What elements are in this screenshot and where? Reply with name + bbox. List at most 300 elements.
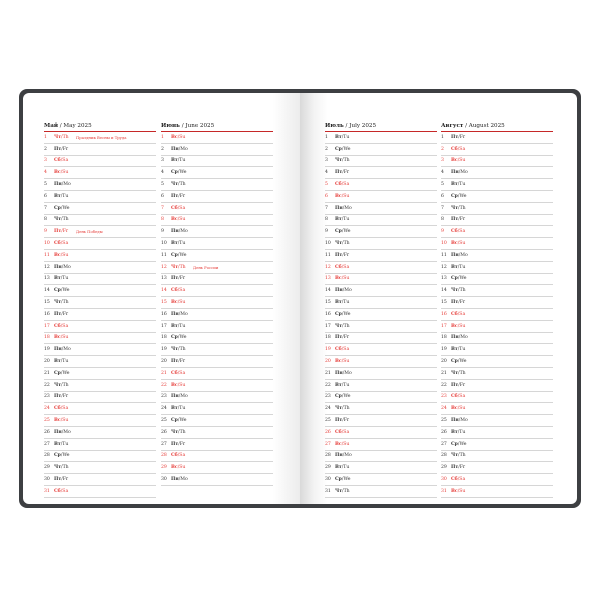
planner-cover — [19, 89, 581, 508]
day-number: 1 — [441, 134, 444, 140]
month-header: Июль / July 2025 — [325, 121, 437, 132]
weekday: Пт/Fr — [451, 300, 466, 306]
day-row — [325, 403, 437, 415]
weekday: Вс/Su — [335, 276, 350, 282]
weekday-en: We — [459, 441, 467, 447]
day-number: 27 — [441, 441, 447, 447]
day-row — [325, 191, 437, 203]
day-row — [44, 427, 156, 439]
weekday-ru: Вт — [335, 217, 342, 223]
weekday-ru: Сб — [171, 205, 178, 211]
weekday-ru: Ср — [54, 453, 61, 459]
day-number: 16 — [441, 311, 447, 317]
day-number: 10 — [161, 241, 167, 247]
day-row — [161, 203, 273, 215]
weekday-ru: Вс — [451, 406, 458, 412]
day-row — [441, 274, 553, 286]
day-number: 14 — [325, 288, 331, 294]
weekday: Вс/Su — [335, 359, 350, 365]
weekday-en: Fr — [179, 276, 186, 282]
month-july — [325, 121, 437, 498]
weekday-ru: Сб — [451, 394, 458, 400]
day-number: 25 — [441, 418, 447, 424]
day-number: 29 — [441, 465, 447, 471]
day-row — [325, 203, 437, 215]
day-number: 31 — [325, 488, 331, 494]
day-row — [44, 333, 156, 345]
weekday-en: Su — [343, 193, 350, 199]
weekday: Вс/Su — [451, 323, 466, 329]
weekday: Сб/Sa — [54, 241, 69, 247]
weekday: Пн/Mo — [171, 394, 188, 400]
weekday-ru: Вт — [451, 429, 458, 435]
day-number: 3 — [44, 158, 47, 164]
day-number: 8 — [325, 217, 328, 223]
weekday-en: Su — [62, 418, 69, 424]
day-number: 6 — [441, 193, 444, 199]
day-number: 8 — [441, 217, 444, 223]
day-row — [441, 179, 553, 191]
day-number: 7 — [441, 205, 444, 211]
holiday-note: День Победы — [76, 229, 103, 235]
weekday-ru: Вс — [451, 488, 458, 494]
weekday: Пт/Fr — [54, 477, 69, 482]
day-number: 27 — [161, 441, 167, 447]
day-row — [441, 144, 553, 156]
weekday: Сб/Sa — [451, 146, 466, 152]
day-number: 15 — [441, 300, 447, 306]
weekday-en: Sa — [343, 264, 350, 270]
day-number: 3 — [325, 158, 328, 164]
weekday: Пт/Fr — [335, 170, 350, 176]
day-number: 11 — [161, 252, 167, 258]
weekday-ru: Пт — [451, 465, 459, 471]
weekday-en: Tu — [343, 134, 350, 140]
weekday-ru: Чт — [451, 370, 459, 376]
weekday-en: Mo — [460, 170, 468, 176]
weekday-en: Su — [459, 488, 466, 494]
weekday-en: Su — [179, 300, 186, 306]
weekday: Вт/Tu — [451, 182, 466, 188]
weekday-en: Tu — [459, 182, 466, 188]
day-row — [161, 380, 273, 392]
day-row — [44, 486, 156, 498]
weekday-ru: Пн — [54, 182, 62, 188]
weekday-en: Tu — [459, 264, 466, 270]
day-row — [161, 215, 273, 227]
weekday-ru: Пт — [451, 382, 459, 388]
weekday: Пн/Mo — [451, 252, 468, 258]
weekday-ru: Сб — [335, 264, 342, 270]
weekday: Пт/Fr — [54, 146, 69, 152]
weekday-en: Th — [62, 134, 69, 140]
weekday: Вс/Su — [451, 488, 466, 494]
day-row — [441, 262, 553, 274]
weekday-en: Th — [343, 323, 350, 329]
day-number: 8 — [161, 217, 164, 223]
weekday-en: We — [179, 252, 187, 258]
weekday: Ср/We — [451, 193, 467, 199]
day-number: 12 — [325, 264, 331, 270]
day-number: 24 — [325, 406, 331, 412]
day-number: 23 — [325, 394, 331, 400]
weekday-en: Th — [179, 429, 186, 435]
weekday-en: We — [459, 359, 467, 365]
weekday-ru: Пт — [54, 477, 62, 482]
weekday-en: Th — [343, 488, 350, 494]
weekday-ru: Пт — [54, 146, 62, 152]
weekday-en: Th — [343, 406, 350, 412]
month-name-ru: Июль — [325, 123, 344, 129]
month-name-en: May 2025 — [63, 123, 92, 129]
day-row — [44, 250, 156, 262]
weekday-en: Th — [179, 264, 186, 270]
day-row — [441, 191, 553, 203]
weekday: Вс/Su — [451, 406, 466, 412]
weekday-ru: Ср — [451, 441, 458, 447]
weekday-ru: Ср — [451, 359, 458, 365]
weekday: Вт/Tu — [335, 300, 350, 306]
weekday-ru: Чт — [171, 347, 179, 353]
day-row — [325, 415, 437, 427]
day-number: 4 — [161, 170, 164, 176]
day-list — [161, 132, 273, 486]
day-row — [325, 439, 437, 451]
weekday: Пн/Mo — [335, 453, 352, 459]
weekday: Вт/Tu — [335, 134, 350, 140]
day-number: 28 — [441, 453, 447, 459]
weekday: Пн/Mo — [54, 182, 71, 188]
weekday: Пт/Fr — [335, 252, 350, 258]
day-number: 7 — [161, 205, 164, 211]
day-row — [441, 203, 553, 215]
day-number: 26 — [325, 429, 331, 435]
day-number: 15 — [325, 300, 331, 306]
day-number: 27 — [44, 441, 50, 447]
weekday-ru: Чт — [54, 382, 62, 388]
day-row — [161, 356, 273, 368]
weekday: Пт/Fr — [54, 229, 69, 235]
weekday: Пн/Mo — [171, 229, 188, 235]
weekday: Вт/Tu — [171, 158, 186, 164]
weekday-en: Tu — [343, 300, 350, 306]
day-row — [161, 474, 273, 486]
day-number: 24 — [161, 406, 167, 412]
day-row — [441, 392, 553, 404]
weekday-en: Fr — [459, 465, 466, 471]
weekday-en: Th — [179, 182, 186, 188]
weekday-en: Th — [343, 241, 350, 247]
day-row — [441, 238, 553, 250]
weekday: Пн/Mo — [335, 370, 352, 376]
day-row — [161, 309, 273, 321]
day-row — [161, 179, 273, 191]
day-number: 6 — [325, 193, 328, 199]
day-row — [44, 167, 156, 179]
weekday-ru: Чт — [451, 205, 459, 211]
weekday: Пт/Fr — [451, 382, 466, 388]
weekday: Сб/Sa — [335, 429, 350, 435]
weekday: Пн/Mo — [54, 347, 71, 353]
day-number: 26 — [161, 429, 167, 435]
weekday-ru: Вс — [335, 276, 342, 282]
day-number: 18 — [44, 335, 50, 341]
day-number: 9 — [161, 229, 164, 235]
weekday-en: We — [343, 311, 351, 317]
day-number: 20 — [441, 359, 447, 365]
day-number: 30 — [441, 477, 447, 482]
weekday: Вт/Tu — [54, 276, 69, 282]
left-page — [23, 93, 300, 504]
day-number: 29 — [44, 465, 50, 471]
weekday-ru: Ср — [451, 276, 458, 282]
day-row — [441, 462, 553, 474]
day-row — [325, 179, 437, 191]
day-number: 31 — [44, 488, 50, 494]
weekday-en: Su — [459, 241, 466, 247]
weekday-en: Tu — [343, 217, 350, 223]
weekday-en: Sa — [62, 241, 69, 247]
day-number: 9 — [44, 229, 47, 235]
day-row — [441, 132, 553, 144]
weekday: Ср/We — [335, 146, 351, 152]
weekday-en: Tu — [459, 429, 466, 435]
weekday: Чт/Th — [335, 158, 350, 164]
day-row — [161, 167, 273, 179]
weekday: Вс/Su — [54, 170, 69, 176]
day-row — [161, 250, 273, 262]
weekday-ru: Вс — [335, 359, 342, 365]
day-row — [161, 344, 273, 356]
weekday-ru: Вс — [171, 300, 178, 306]
day-number: 14 — [44, 288, 50, 294]
weekday-en: Tu — [179, 323, 186, 329]
day-number: 6 — [161, 193, 164, 199]
weekday: Ср/We — [171, 418, 187, 424]
weekday-ru: Ср — [171, 335, 178, 341]
day-row — [441, 333, 553, 345]
day-row — [161, 226, 273, 238]
holiday-note: День России — [193, 264, 219, 270]
day-number: 23 — [44, 394, 50, 400]
weekday-ru: Ср — [171, 170, 178, 176]
weekday-ru: Чт — [171, 264, 179, 270]
weekday: Сб/Sa — [171, 288, 186, 294]
weekday-en: Su — [343, 276, 350, 282]
weekday-ru: Сб — [171, 453, 178, 459]
weekday-en: Sa — [179, 453, 186, 459]
weekday: Пн/Mo — [451, 418, 468, 424]
weekday: Пн/Mo — [171, 477, 188, 482]
day-row — [161, 238, 273, 250]
day-number: 7 — [325, 205, 328, 211]
weekday-ru: Вт — [54, 276, 61, 282]
day-number: 2 — [325, 146, 328, 152]
day-number: 19 — [161, 347, 167, 353]
weekday-ru: Пт — [451, 300, 459, 306]
day-row — [441, 415, 553, 427]
day-row — [44, 439, 156, 451]
weekday-ru: Пт — [54, 311, 62, 317]
weekday: Пт/Fr — [171, 441, 186, 447]
day-row — [325, 156, 437, 168]
weekday: Чт/Th — [54, 134, 69, 140]
day-number: 21 — [44, 370, 50, 376]
weekday-en: Fr — [62, 229, 69, 235]
weekday-en: Fr — [179, 359, 186, 365]
weekday: Чт/Th — [171, 347, 186, 353]
day-row — [441, 368, 553, 380]
weekday-en: Fr — [343, 252, 350, 258]
day-row — [441, 380, 553, 392]
weekday: Пт/Fr — [451, 134, 466, 140]
day-number: 5 — [161, 182, 164, 188]
weekday: Пн/Mo — [54, 264, 71, 270]
weekday-ru: Чт — [335, 158, 343, 164]
day-number: 5 — [441, 182, 444, 188]
weekday: Ср/We — [54, 288, 70, 294]
weekday-en: Th — [459, 453, 466, 459]
weekday: Вт/Tu — [335, 217, 350, 223]
weekday-en: Sa — [62, 488, 69, 494]
weekday-en: Sa — [343, 182, 350, 188]
weekday-ru: Вт — [54, 193, 61, 199]
day-number: 16 — [325, 311, 331, 317]
day-number: 1 — [325, 134, 328, 140]
day-row — [441, 285, 553, 297]
day-number: 3 — [441, 158, 444, 164]
weekday-ru: Вт — [451, 347, 458, 353]
day-row — [325, 250, 437, 262]
weekday-en: Su — [459, 406, 466, 412]
day-number: 18 — [441, 335, 447, 341]
day-number: 19 — [44, 347, 50, 353]
day-number: 17 — [325, 323, 331, 329]
day-number: 25 — [161, 418, 167, 424]
weekday-en: We — [62, 205, 70, 211]
weekday-ru: Сб — [171, 288, 178, 294]
weekday: Ср/We — [171, 335, 187, 341]
weekday-ru: Пт — [171, 276, 179, 282]
weekday-ru: Вс — [171, 465, 178, 471]
day-row — [44, 462, 156, 474]
day-row — [44, 321, 156, 333]
day-number: 10 — [325, 241, 331, 247]
day-row — [44, 344, 156, 356]
weekday-ru: Пт — [335, 335, 343, 341]
day-number: 13 — [161, 276, 167, 282]
weekday-ru: Сб — [335, 182, 342, 188]
weekday-en: Su — [179, 134, 186, 140]
day-row — [44, 403, 156, 415]
weekday: Вс/Su — [171, 300, 186, 306]
weekday-ru: Чт — [335, 406, 343, 412]
weekday-en: Su — [179, 465, 186, 471]
weekday-ru: Пт — [335, 170, 343, 176]
weekday-en: Tu — [62, 359, 69, 365]
day-row — [161, 297, 273, 309]
weekday: Чт/Th — [335, 241, 350, 247]
day-number: 29 — [325, 465, 331, 471]
weekday-ru: Пн — [54, 347, 62, 353]
weekday-ru: Вс — [54, 418, 61, 424]
day-number: 12 — [161, 264, 167, 270]
weekday: Вс/Su — [54, 335, 69, 341]
day-list — [44, 132, 156, 498]
weekday: Пн/Mo — [171, 146, 188, 152]
weekday: Пн/Mo — [335, 288, 352, 294]
day-row — [325, 321, 437, 333]
day-row — [44, 156, 156, 168]
weekday-en: Mo — [460, 252, 468, 258]
weekday: Чт/Th — [54, 465, 69, 471]
month-header: Май / May 2025 — [44, 121, 156, 132]
day-row — [44, 238, 156, 250]
day-number: 28 — [44, 453, 50, 459]
weekday-ru: Чт — [335, 241, 343, 247]
weekday-en: Mo — [180, 311, 188, 317]
weekday-en: Sa — [459, 229, 466, 235]
day-row — [161, 262, 273, 274]
weekday-en: Mo — [180, 229, 188, 235]
day-number: 5 — [325, 182, 328, 188]
weekday-en: Fr — [62, 311, 69, 317]
weekday: Вт/Tu — [171, 406, 186, 412]
weekday: Вт/Tu — [54, 193, 69, 199]
day-number: 9 — [325, 229, 328, 235]
day-number: 11 — [441, 252, 447, 258]
weekday-ru: Сб — [335, 429, 342, 435]
day-row — [441, 474, 553, 486]
day-row — [44, 191, 156, 203]
day-row — [441, 344, 553, 356]
weekday-ru: Чт — [54, 217, 62, 223]
weekday-en: Mo — [180, 146, 188, 152]
day-row — [161, 333, 273, 345]
day-row — [44, 179, 156, 191]
weekday-en: Fr — [62, 477, 69, 482]
weekday-en: Sa — [179, 370, 186, 376]
weekday-en: We — [179, 418, 187, 424]
day-number: 3 — [161, 158, 164, 164]
day-number: 31 — [441, 488, 447, 494]
weekday: Чт/Th — [171, 264, 186, 270]
day-number: 6 — [44, 193, 47, 199]
weekday-en: Sa — [62, 406, 69, 412]
day-number: 14 — [161, 288, 167, 294]
weekday-en: We — [459, 276, 467, 282]
weekday-en: Mo — [63, 264, 71, 270]
weekday: Пт/Fr — [335, 335, 350, 341]
day-row — [44, 297, 156, 309]
weekday-ru: Вс — [451, 241, 458, 247]
weekday: Пт/Fr — [171, 276, 186, 282]
day-row — [161, 156, 273, 168]
weekday-en: Su — [62, 335, 69, 341]
day-number: 12 — [44, 264, 50, 270]
month-name-en: June 2025 — [185, 123, 215, 129]
weekday-ru: Сб — [54, 323, 61, 329]
weekday-en: Tu — [343, 465, 350, 471]
weekday-en: Th — [62, 217, 69, 223]
weekday: Вт/Tu — [171, 323, 186, 329]
day-row — [441, 309, 553, 321]
weekday: Вс/Su — [171, 465, 186, 471]
weekday: Вт/Tu — [54, 441, 69, 447]
day-row — [44, 474, 156, 486]
day-number: 2 — [161, 146, 164, 152]
day-row — [161, 451, 273, 463]
